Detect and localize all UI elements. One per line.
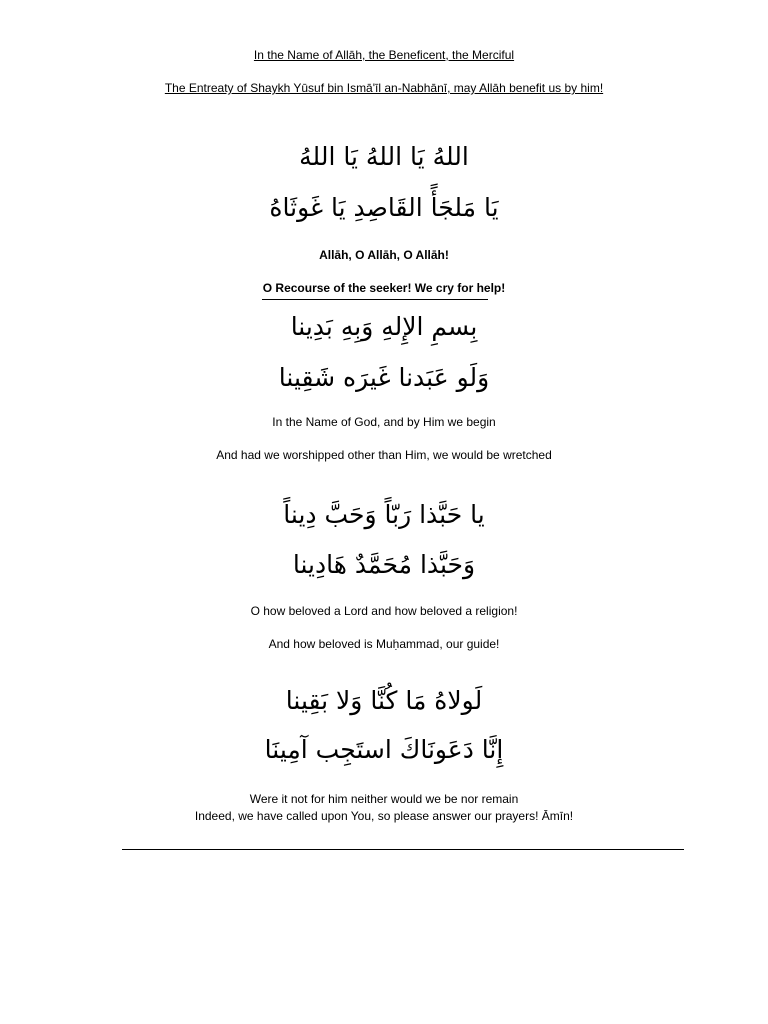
stanza-1-arabic-line-2: يَا مَلجَأً القَاصِدِ يَا غَوثَاهُ bbox=[269, 193, 499, 222]
stanza-2-arabic-line-2: وَلَو عَبَدنا غَيرَه شَقِينا bbox=[278, 363, 490, 392]
stanza-3-english-line-2: And how beloved is Muḥammad, our guide! bbox=[268, 637, 500, 651]
stanza-3-arabic-line-2: وَحَبَّذا مُحَمَّدٌ هَادِينا bbox=[292, 550, 476, 579]
stanza-2-arabic-line-1: بِسمِ الإِلهِ وَبِهِ بَدِينا bbox=[290, 312, 478, 341]
stanza-1-english-line-1: Allāh, O Allāh, O Allāh! bbox=[319, 248, 449, 262]
document-title: The Entreaty of Shaykh Yūsuf bin Ismā'īl an-Nabhānī, may Allāh benefit us by him! bbox=[164, 81, 604, 95]
stanza-1-english-line-2: O Recourse of the seeker! We cry for help! bbox=[262, 281, 506, 295]
underline-divider bbox=[262, 299, 488, 300]
stanza-3-english-line-1: O how beloved a Lord and how beloved a religion! bbox=[250, 604, 518, 618]
stanza-1-arabic-line-1: اللهُ يَا اللهُ يَا اللهُ bbox=[299, 142, 469, 171]
stanza-4-english-line-2: Indeed, we have called upon You, so please answer our prayers! Āmīn! bbox=[194, 809, 574, 823]
stanza-2-english-line-2: And had we worshipped other than Him, we would be wretched bbox=[216, 448, 552, 462]
stanza-3-arabic-line-1: يا حَبَّذا رَبّاً وَحَبَّ دِيناً bbox=[283, 500, 485, 529]
stanza-4-arabic-line-2: إِنَّا دَعَونَاكَ استَجِب آمِينَا bbox=[264, 735, 504, 764]
stanza-4-english-line-1: Were it not for him neither would we be nor remain bbox=[249, 792, 519, 806]
stanza-4-arabic-line-1: لَولاهُ مَا كُنَّا وَلا بَقِينا bbox=[285, 686, 483, 715]
horizontal-rule bbox=[122, 849, 684, 850]
basmala-heading: In the Name of Allāh, the Beneficent, the Merciful bbox=[253, 48, 515, 62]
stanza-2-english-line-1: In the Name of God, and by Him we begin bbox=[272, 415, 496, 429]
